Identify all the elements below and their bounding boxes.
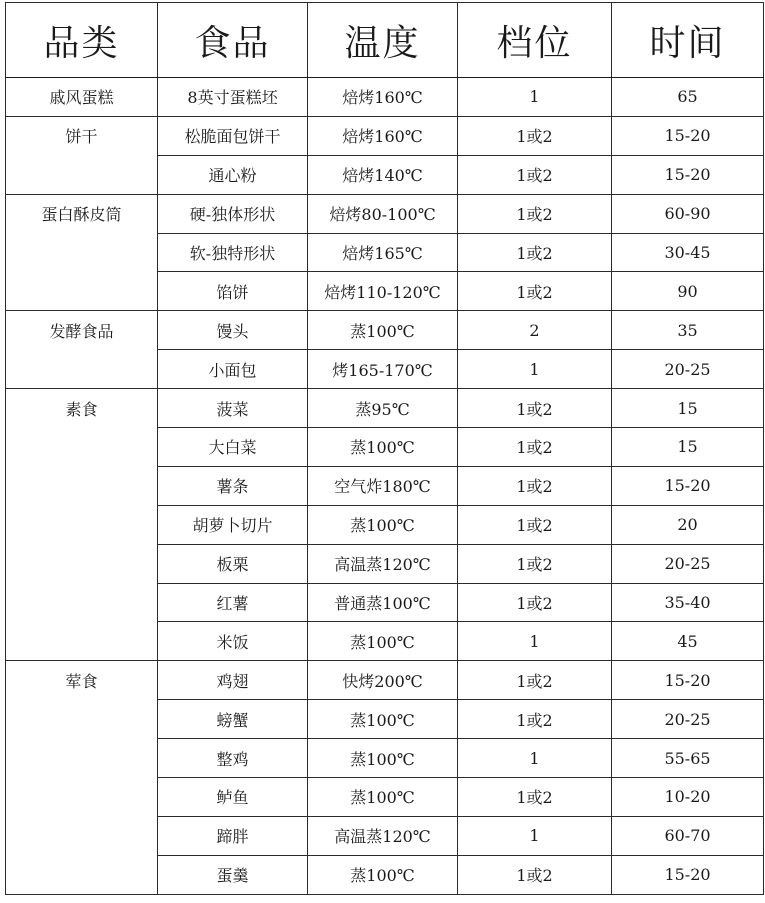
- temperature-cell: 蒸100℃: [308, 739, 458, 778]
- table-row: [6, 622, 764, 661]
- time-cell: 20-25: [612, 350, 764, 389]
- time-cell: 60-70: [612, 816, 764, 855]
- time-cell: 15-20: [612, 661, 764, 700]
- table-row: [6, 661, 764, 700]
- temperature-cell: 焙烤110-120℃: [308, 272, 458, 311]
- food-cell: 馒头: [158, 311, 308, 350]
- time-cell: 90: [612, 272, 764, 311]
- level-cell: 1或2: [458, 194, 612, 233]
- food-cell: 鸡翅: [158, 661, 308, 700]
- temperature-cell: 烤165-170℃: [308, 350, 458, 389]
- level-cell: 1或2: [458, 116, 612, 155]
- temperature-cell: 蒸100℃: [308, 622, 458, 661]
- table-row: [6, 855, 764, 894]
- food-cell: 大白菜: [158, 428, 308, 467]
- food-cell: 米饭: [158, 622, 308, 661]
- food-cell: 馅饼: [158, 272, 308, 311]
- food-cell: 整鸡: [158, 739, 308, 778]
- category-cell: [6, 544, 158, 583]
- level-cell: 1或2: [458, 505, 612, 544]
- temperature-cell: 焙烤165℃: [308, 233, 458, 272]
- table-row: [6, 778, 764, 817]
- time-cell: 65: [612, 78, 764, 117]
- temperature-cell: 蒸100℃: [308, 311, 458, 350]
- table-row: [6, 816, 764, 855]
- temperature-cell: 焙烤140℃: [308, 155, 458, 194]
- temperature-cell: 焙烤160℃: [308, 116, 458, 155]
- header-category: 品类: [6, 3, 158, 78]
- temperature-cell: 空气炸180℃: [308, 466, 458, 505]
- temperature-cell: 蒸100℃: [308, 700, 458, 739]
- category-cell: [6, 816, 158, 855]
- food-cell: 松脆面包饼干: [158, 116, 308, 155]
- category-cell: 饼干: [6, 116, 158, 155]
- level-cell: 1: [458, 739, 612, 778]
- temperature-cell: 蒸100℃: [308, 428, 458, 467]
- time-cell: 35-40: [612, 583, 764, 622]
- time-cell: 55-65: [612, 739, 764, 778]
- temperature-cell: 焙烤80-100℃: [308, 194, 458, 233]
- table-row: [6, 389, 764, 428]
- cooking-guide-table: [5, 2, 764, 895]
- time-cell: 15: [612, 428, 764, 467]
- table-row: [6, 544, 764, 583]
- level-cell: 1或2: [458, 233, 612, 272]
- table-row: [6, 505, 764, 544]
- level-cell: 1或2: [458, 389, 612, 428]
- food-cell: 红薯: [158, 583, 308, 622]
- food-cell: 胡萝卜切片: [158, 505, 308, 544]
- level-cell: 1或2: [458, 778, 612, 817]
- category-cell: 戚风蛋糕: [6, 78, 158, 117]
- food-cell: 螃蟹: [158, 700, 308, 739]
- table-row: [6, 466, 764, 505]
- category-cell: 素食: [6, 389, 158, 428]
- level-cell: 1或2: [458, 155, 612, 194]
- food-cell: 蛋羹: [158, 855, 308, 894]
- level-cell: 1或2: [458, 661, 612, 700]
- level-cell: 1或2: [458, 583, 612, 622]
- category-cell: [6, 505, 158, 544]
- table-row: [6, 311, 764, 350]
- food-cell: 薯条: [158, 466, 308, 505]
- header-food: 食品: [158, 3, 308, 78]
- time-cell: 15-20: [612, 155, 764, 194]
- food-cell: 小面包: [158, 350, 308, 389]
- food-cell: 通心粉: [158, 155, 308, 194]
- level-cell: 2: [458, 311, 612, 350]
- category-cell: [6, 233, 158, 272]
- time-cell: 15-20: [612, 855, 764, 894]
- header-time: 时间: [612, 3, 764, 78]
- level-cell: 1或2: [458, 428, 612, 467]
- category-cell: [6, 466, 158, 505]
- category-cell: [6, 700, 158, 739]
- table-row: [6, 583, 764, 622]
- category-cell: [6, 428, 158, 467]
- table-row: [6, 78, 764, 117]
- food-cell: 8英寸蛋糕坯: [158, 78, 308, 117]
- category-cell: 发酵食品: [6, 311, 158, 350]
- level-cell: 1: [458, 622, 612, 661]
- category-cell: [6, 622, 158, 661]
- time-cell: 20: [612, 505, 764, 544]
- time-cell: 15-20: [612, 116, 764, 155]
- level-cell: 1: [458, 350, 612, 389]
- food-cell: 蹄胖: [158, 816, 308, 855]
- time-cell: 35: [612, 311, 764, 350]
- time-cell: 15: [612, 389, 764, 428]
- category-cell: [6, 272, 158, 311]
- table-row: [6, 739, 764, 778]
- level-cell: 1或2: [458, 466, 612, 505]
- level-cell: 1或2: [458, 272, 612, 311]
- temperature-cell: 高温蒸120℃: [308, 816, 458, 855]
- time-cell: 30-45: [612, 233, 764, 272]
- food-cell: 软-独特形状: [158, 233, 308, 272]
- temperature-cell: 蒸95℃: [308, 389, 458, 428]
- time-cell: 15-20: [612, 466, 764, 505]
- temperature-cell: 高温蒸120℃: [308, 544, 458, 583]
- time-cell: 10-20: [612, 778, 764, 817]
- table-row: [6, 350, 764, 389]
- level-cell: 1: [458, 816, 612, 855]
- temperature-cell: 普通蒸100℃: [308, 583, 458, 622]
- time-cell: 60-90: [612, 194, 764, 233]
- category-cell: 荤食: [6, 661, 158, 700]
- table-row: [6, 700, 764, 739]
- table-row: [6, 233, 764, 272]
- food-cell: 板栗: [158, 544, 308, 583]
- temperature-cell: 快烤200℃: [308, 661, 458, 700]
- table-row: [6, 428, 764, 467]
- level-cell: 1或2: [458, 700, 612, 739]
- level-cell: 1或2: [458, 855, 612, 894]
- level-cell: 1: [458, 78, 612, 117]
- temperature-cell: 蒸100℃: [308, 505, 458, 544]
- category-cell: [6, 583, 158, 622]
- level-cell: 1或2: [458, 544, 612, 583]
- header-row: [6, 3, 764, 78]
- time-cell: 20-25: [612, 700, 764, 739]
- temperature-cell: 焙烤160℃: [308, 78, 458, 117]
- header-level: 档位: [458, 3, 612, 78]
- food-cell: 硬-独体形状: [158, 194, 308, 233]
- table-row: [6, 116, 764, 155]
- time-cell: 45: [612, 622, 764, 661]
- category-cell: [6, 739, 158, 778]
- temperature-cell: 蒸100℃: [308, 855, 458, 894]
- table-row: [6, 194, 764, 233]
- table-row: [6, 272, 764, 311]
- category-cell: [6, 350, 158, 389]
- header-temperature: 温度: [308, 3, 458, 78]
- category-cell: 蛋白酥皮筒: [6, 194, 158, 233]
- category-cell: [6, 155, 158, 194]
- category-cell: [6, 778, 158, 817]
- time-cell: 20-25: [612, 544, 764, 583]
- table-row: [6, 155, 764, 194]
- category-cell: [6, 855, 158, 894]
- food-cell: 鲈鱼: [158, 778, 308, 817]
- food-cell: 菠菜: [158, 389, 308, 428]
- temperature-cell: 蒸100℃: [308, 778, 458, 817]
